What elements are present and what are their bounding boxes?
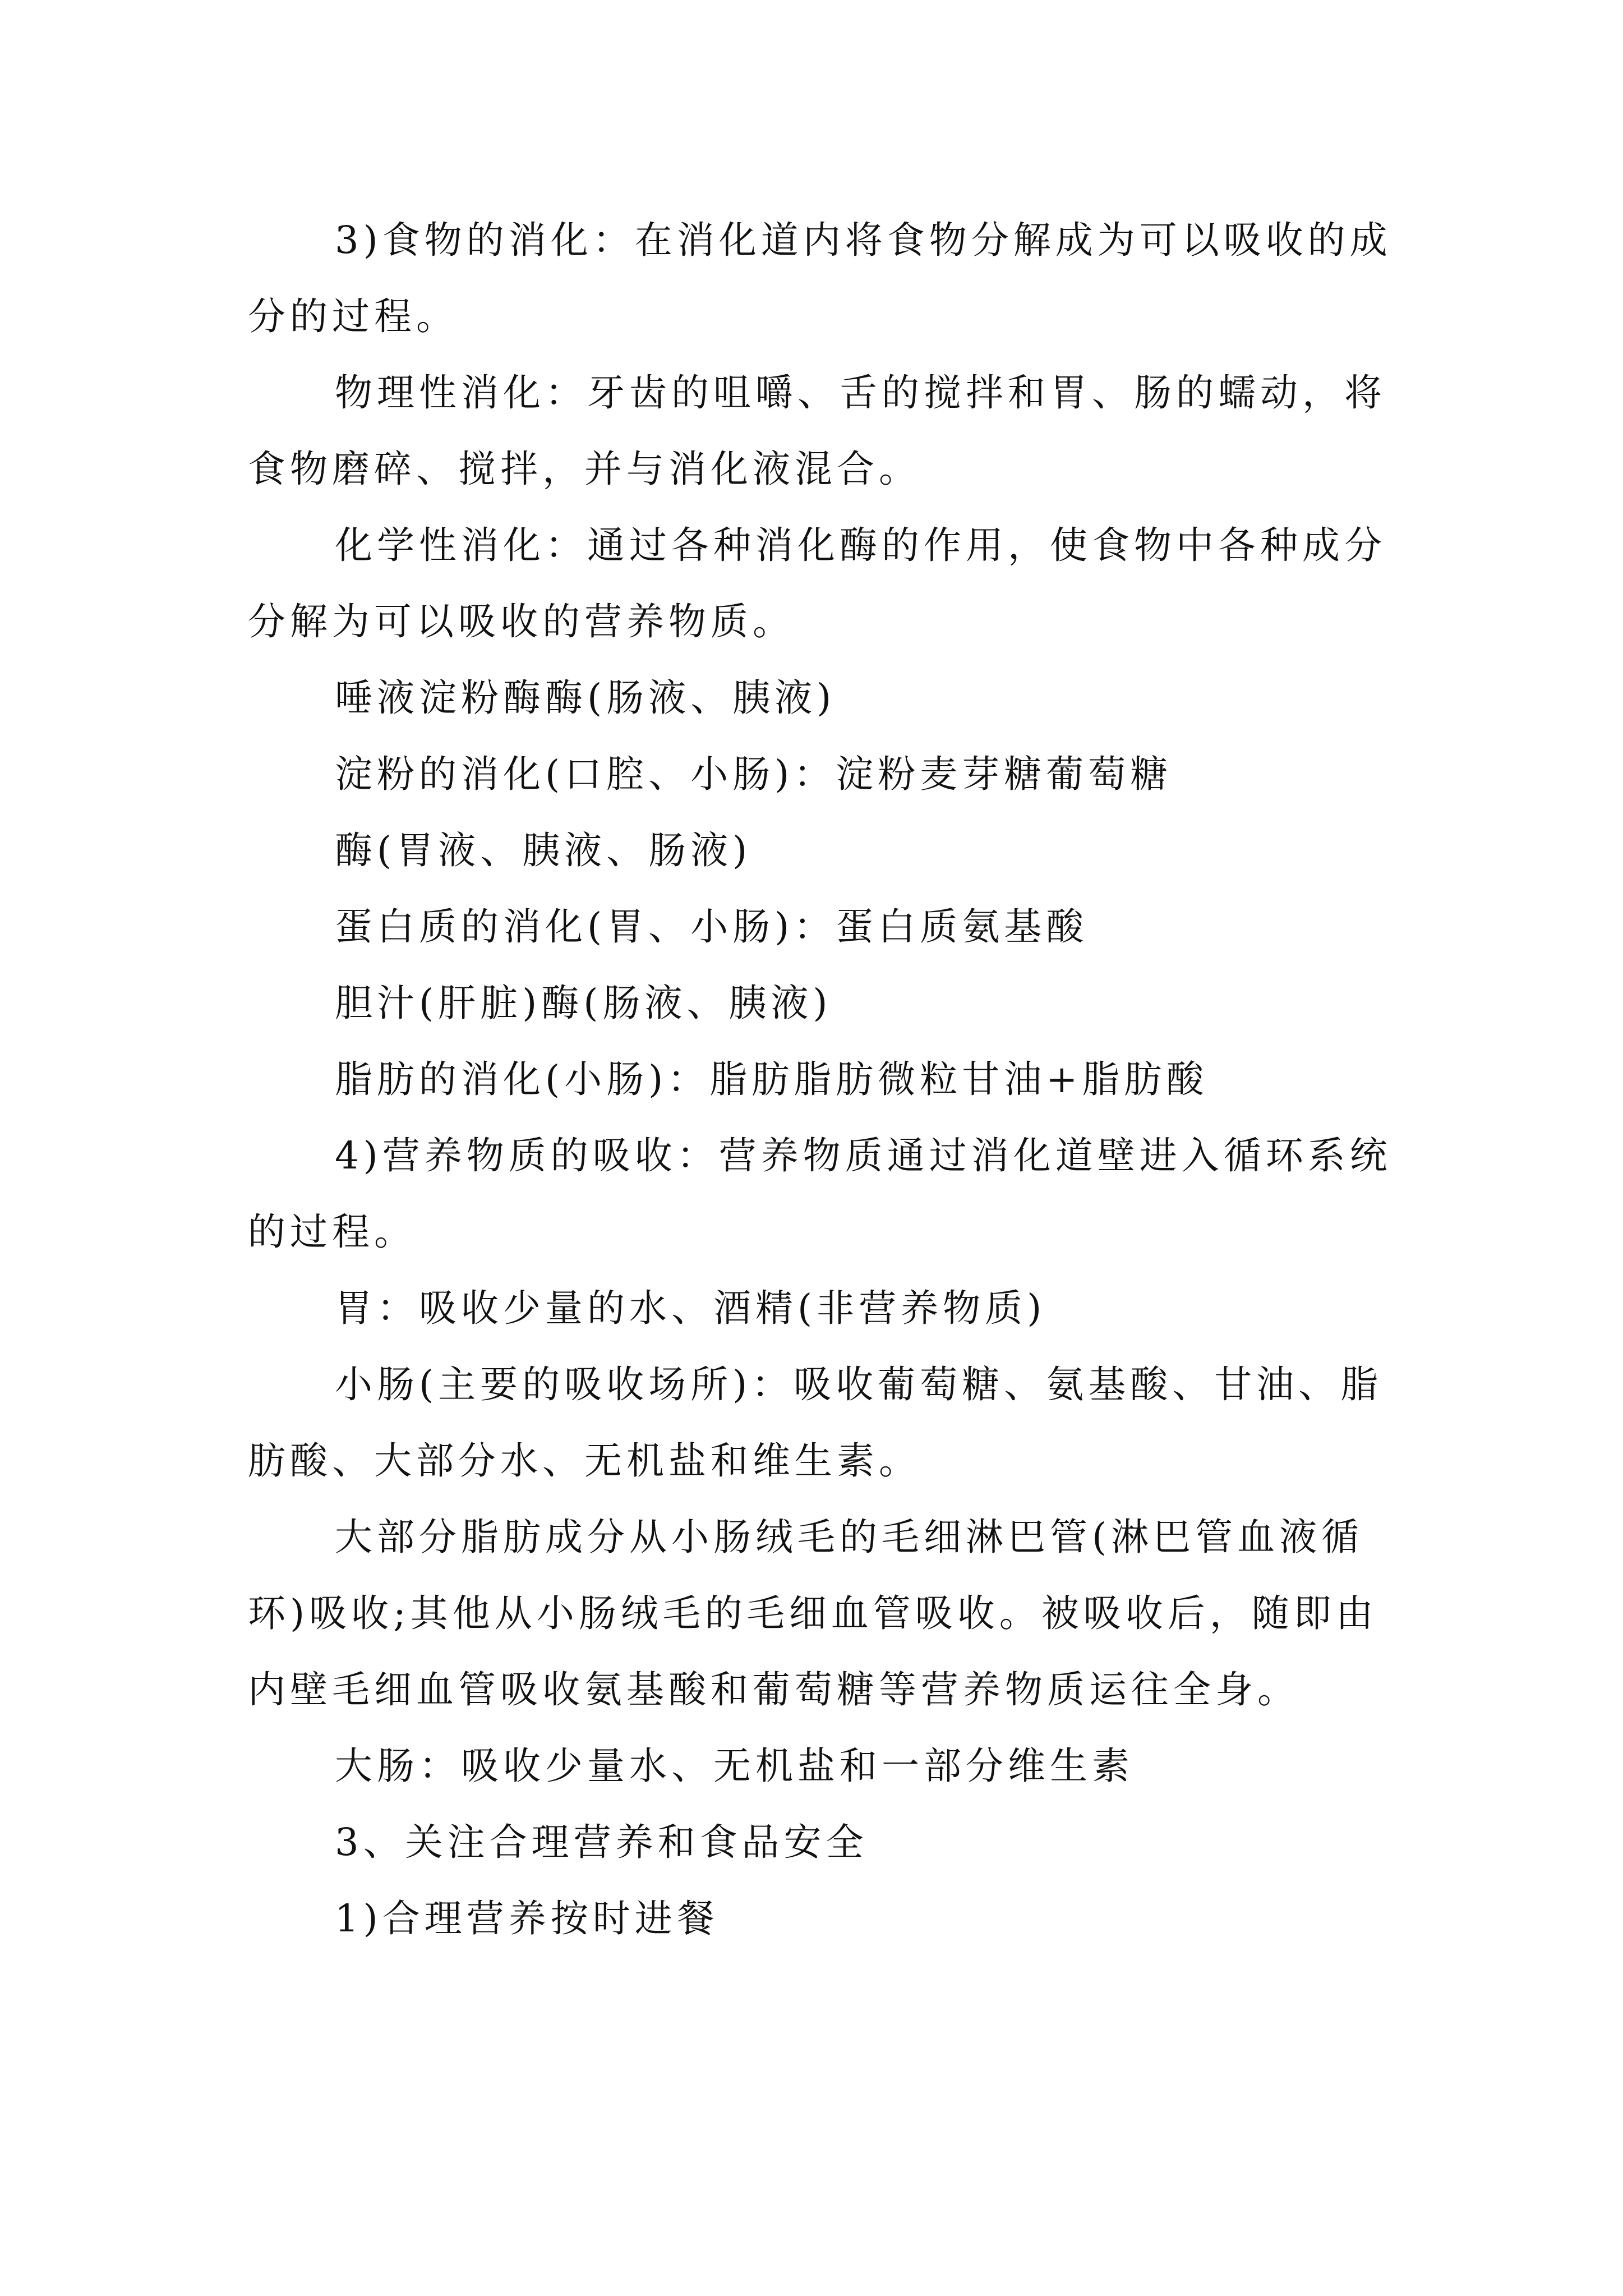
section-heading-nutrition-food-safety: 3、关注合理营养和食品安全	[335, 1820, 868, 1864]
paragraph-fat-digestion: 脂肪的消化(小肠)：脂肪脂肪微粒甘油+脂肪酸	[335, 1057, 1209, 1101]
paragraph-bile: 胆汁(肝脏)酶(肠液、胰液)	[335, 981, 832, 1025]
paragraph-protein-digestion: 蛋白质的消化(胃、小肠)：蛋白质氨基酸	[335, 905, 1089, 949]
paragraph-large-intestine-absorption: 大肠：吸收少量水、无机盐和一部分维生素	[335, 1744, 1134, 1788]
paragraph-nutrient-absorption: 4)营养物质的吸收：营养物质通过消化道壁进入循环系统的过程。	[248, 1134, 1392, 1254]
paragraph-reasonable-nutrition: 1)合理营养按时进餐	[335, 1897, 719, 1940]
paragraph-fat-absorption-route: 大部分脂肪成分从小肠绒毛的毛细淋巴管(淋巴管血液循环)吸收;其他从小肠绒毛的毛细血管吸收。被吸收后，随即由内壁毛细血管吸收氨基酸和葡萄糖等营养物质运往全身。	[248, 1515, 1378, 1711]
paragraph-stomach-absorption: 胃：吸收少量的水、酒精(非营养物质)	[335, 1286, 1046, 1330]
paragraph-starch-digestion: 淀粉的消化(口腔、小肠)：淀粉麦芽糖葡萄糖	[335, 752, 1173, 796]
paragraph-salivary-amylase: 唾液淀粉酶酶(肠液、胰液)	[335, 676, 836, 720]
paragraph-small-intestine-absorption: 小肠(主要的吸收场所)：吸收葡萄糖、氨基酸、甘油、脂肪酸、大部分水、无机盐和维生素。	[248, 1363, 1383, 1483]
paragraph-chemical-digestion: 化学性消化：通过各种消化酶的作用，使食物中各种成分分解为可以吸收的营养物质。	[248, 523, 1386, 643]
document-body	[248, 202, 1392, 1957]
paragraph-digestion-of-food: 3)食物的消化：在消化道内将食物分解成为可以吸收的成分的过程。	[248, 218, 1392, 338]
paragraph-enzyme-juices: 酶(胃液、胰液、肠液)	[335, 829, 752, 872]
paragraph-physical-digestion: 物理性消化：牙齿的咀嚼、舌的搅拌和胃、肠的蠕动，将食物磨碎、搅拌，并与消化液混合。	[248, 371, 1386, 491]
